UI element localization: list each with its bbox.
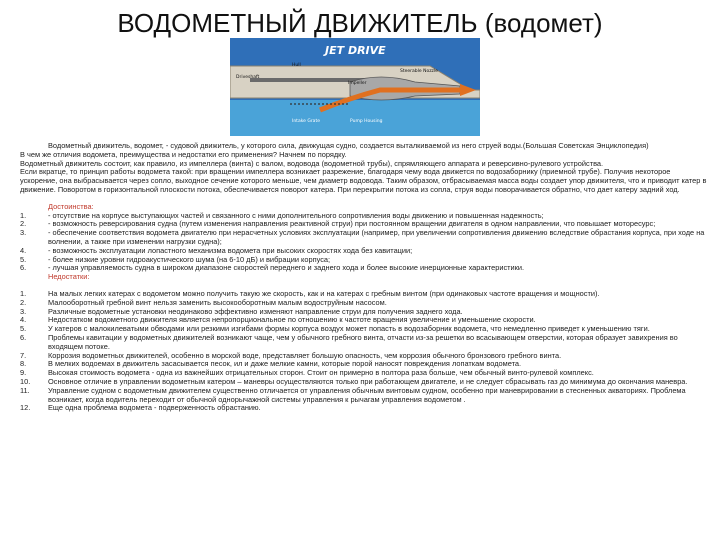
diagram-heading: JET DRIVE [325, 44, 386, 57]
item-number: 1. [20, 288, 27, 298]
item-text: На малых легких катерах с водометом можно получить такую же скорость, как и на катерах с гребным винтом (при одинаковых частоте вращения и мощности). [48, 288, 600, 298]
item-number: 1. [20, 210, 27, 220]
item-text: Недостатком водометного движителя является непропорциональное по отношению к частоте вращения увеличение и уменьшение скорости. [48, 315, 536, 325]
item-text: Еще одна проблема водомета - подверженность обрастанию. [48, 403, 261, 413]
item-text: В мелких водоемах в движитель засасывается песок, ил и даже мелкие камни, которые порой наносят повреждения лопаткам водомета. [48, 359, 522, 369]
article-body [20, 142, 708, 413]
label-driveshaft: Driveshaft [236, 75, 260, 80]
item-text: Проблемы кавитации у водометных движителей возникают чаще, чем у обычного гребного винта, отчасти из-за решетки во всасывающем отверстии, которая образует завихрения во входящем потоке. [48, 332, 678, 351]
list-item [20, 229, 708, 247]
item-number: 11. [20, 385, 30, 395]
item-number: 5. [20, 324, 27, 334]
list-item [20, 334, 708, 352]
label-intake-grate: Intake Grate [292, 119, 320, 124]
item-text: - возможность эксплуатации лопастного механизма водомета при высоких скоростях хода без кавитации; [48, 245, 413, 255]
item-text: - лучшая управляемость судна в широком диапазоне скоростей переднего и заднего хода и более высокие инерционные характеристики. [48, 263, 525, 273]
item-text: Основное отличие в управлении водометным катером – маневры осуществляются только при работающем двигателе, и не следует сбрасывать газ до минимума до окончания маневра. [48, 376, 688, 386]
advantages-heading: Достоинства: [48, 201, 94, 211]
item-text: Высокая стоимость водомета - одна из важнейших отрицательных сторон. Стоит он примерно в полтора раза больше, чем обычный винто-рулевой комплекс. [48, 368, 594, 378]
item-number: 3. [20, 306, 27, 316]
item-text: Коррозия водометных движителей, особенно в морской воде, представляет большую опасность, чем коррозия обычного бронзового гребного винта. [48, 350, 562, 360]
item-number: 6. [20, 263, 27, 273]
item-number: 9. [20, 368, 27, 378]
label-pump-housing: Pump Housing [350, 119, 383, 124]
advantages-list [20, 212, 708, 274]
item-text: Различные водометные установки неодинаково эффективно изменяют направление струи для получения заднего хода. [48, 306, 463, 316]
list-item [20, 264, 708, 273]
label-impeller: Impeller [348, 81, 367, 86]
list-item [20, 404, 708, 413]
item-text: Малооборотный гребной винт нельзя заменить высокооборотным малым водоструйным насосом. [48, 297, 387, 307]
jet-drive-diagram [230, 38, 480, 136]
item-number: 6. [20, 332, 27, 342]
item-number: 12. [20, 403, 31, 413]
page-title: ВОДОМЕТНЫЙ ДВИЖИТЕЛЬ (водомет) [117, 8, 603, 38]
item-text: - более низкие уровни гидроакустического шума (на 6-10 дБ) и вибрации корпуса; [48, 254, 331, 264]
intro-paragraph: В чем же отличия водомета, преимущества и недостатки его применения? Начнем по порядку. [20, 149, 347, 159]
item-number: 5. [20, 254, 27, 264]
intro-paragraph: Водометный движитель, водомет, - судовой движитель, у которого сила, движущая судно, создается выталкиваемой из него струей воды.(Большая Советская Энциклопедия) [48, 141, 649, 150]
item-number: 7. [20, 350, 27, 360]
item-number: 2. [20, 297, 27, 307]
item-text: У катеров с малокилеватыми обводами или резкими изгибами формы корпуса воздух может попасть в водозаборник водомета, что немедленно приведет к уменьшению тяги. [48, 324, 650, 334]
item-text: Управление судном с водометным движителем существенно отличается от управления обычным винтовым судном, особенно при маневрировании в стесненных акваториях. Проблема возникает, когда водитель переходит от обычной однорычажной системы управления к рычагам управления водометом . [48, 385, 686, 404]
label-hull: Hull [292, 63, 301, 68]
list-item [20, 387, 708, 405]
intro-paragraph: Если вкратце, то принцип работы водомета такой: при вращении импеллера возникает разрежение, благодаря чему вода движется по водозаборнику (приемной трубе). Получив некоторое ускорение, она выбрасывается через сопло, выходное сечение которого меньше, чем диаметр водовода. Таким образом, отбрасываемая масса воды создает упор движителя, что и приводит катер в движение. Поворотом в горизонтальной плоскости потока, обеспечивается поворот катера. При перекрытии потока из сопла, струя воды поворачивается обратно, что дает катеру задний ход. [20, 167, 707, 194]
item-number: 4. [20, 315, 27, 325]
item-text: - обеспечение соответствия водомета двигателю при нерасчетных условиях эксплуатации (например, при увеличении сопротивления движению вследствие обрастания корпуса, при ходе на волнении, а также при изменении нагрузки судна); [48, 228, 705, 246]
item-number: 4. [20, 245, 27, 255]
item-text: - возможность реверсирования судна (путем изменения направления реактивной струи) при постоянном вращении двигателя в одном направлении, что повышает моторесурс; [48, 219, 656, 229]
intro-paragraph: Водометный движитель состоит, как правило, из импеллера (винта) с валом, водовода (водометной трубы), спрямляющего аппарата и реверсивно-рулевого устройства. [20, 158, 604, 168]
disadvantages-heading: Недостатки: [48, 272, 90, 282]
label-steerable-nozzle: Steerable Nozzle [400, 69, 438, 74]
disadvantages-list [20, 290, 708, 413]
item-number: 10. [20, 376, 31, 386]
item-number: 3. [20, 228, 27, 238]
item-number: 2. [20, 219, 27, 229]
item-text: - отсутствие на корпусе выступающих частей и связанного с ними дополнительного сопротивления воды движению и повышенная надежность; [48, 210, 544, 220]
item-number: 8. [20, 359, 27, 369]
